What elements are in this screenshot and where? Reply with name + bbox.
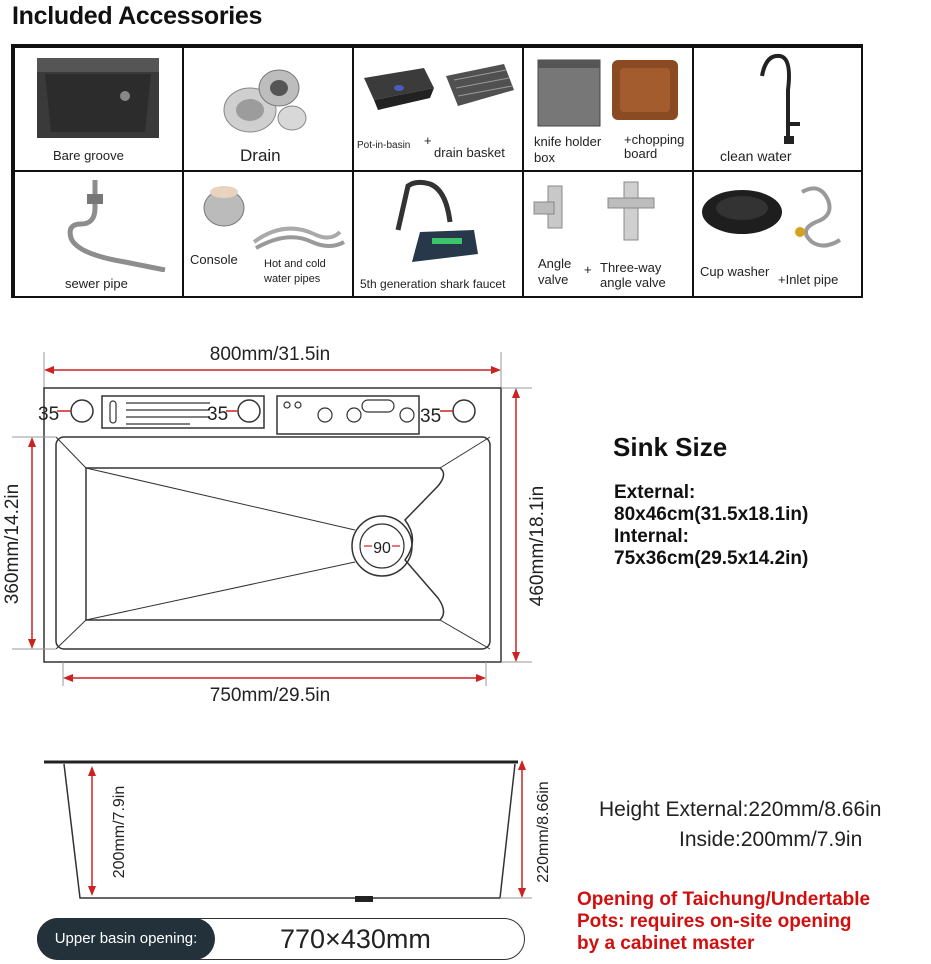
accessory-label: clean water — [720, 148, 792, 164]
knife-holder-board-icon — [524, 48, 692, 133]
note-line: Pots: requires on-site opening — [577, 911, 852, 932]
accessory-label: Console — [190, 252, 238, 267]
side-view-diagram — [0, 752, 580, 912]
accessory-bare-groove — [13, 46, 184, 172]
depth-outer-label: 220mm/8.66in — [535, 781, 552, 883]
offset-label: 35 — [207, 404, 229, 425]
sink-outer-outline — [44, 388, 501, 662]
offset-label: 35 — [420, 406, 442, 427]
opening-value: 770×430mm — [280, 924, 431, 954]
opening-label: Upper basin opening: — [37, 918, 215, 960]
accessory-label: Pot-in-basin — [357, 140, 411, 151]
accessory-label: valve — [538, 272, 569, 287]
accessory-label: +chopping — [624, 132, 685, 147]
accessory-label: Bare groove — [53, 148, 124, 163]
sink-size-title: Sink Size — [613, 432, 728, 462]
drain-size-label: 90 — [373, 540, 391, 557]
accessory-label: Cup washer — [700, 264, 770, 279]
height-inner-label: 360mm/14.2in — [2, 483, 23, 605]
accessory-sewer-pipe — [13, 170, 184, 298]
external-value: 80x46cm(31.5x18.1in) — [614, 504, 809, 525]
accessory-pot-in-basin — [352, 46, 524, 172]
accessory-label: Drain — [240, 146, 281, 165]
external-label: External: — [614, 482, 696, 503]
basin-profile — [64, 764, 515, 898]
top-view-diagram — [0, 340, 560, 710]
accessory-label: sewer pipe — [65, 276, 128, 291]
accessory-angle-valve — [522, 170, 694, 298]
height-outer-label: 460mm/18.1in — [527, 485, 548, 607]
accessory-label: angle valve — [600, 275, 666, 290]
accessory-knife-holder — [522, 46, 694, 172]
sink-basin-icon — [15, 48, 182, 158]
accessory-label: board — [624, 146, 658, 161]
accessory-label: +Inlet pipe — [778, 272, 839, 287]
knife-slot-panel — [102, 396, 264, 428]
accessory-label: water pipes — [264, 273, 321, 285]
accessory-label: drain basket — [434, 145, 505, 160]
basin-and-basket-icon — [354, 48, 522, 133]
accessory-label: Angle — [538, 256, 572, 271]
accessory-label: 5th generation shark faucet — [360, 277, 506, 291]
accessory-clean-water — [692, 46, 863, 172]
note-line: Opening of Taichung/Undertable — [577, 889, 871, 910]
accessory-cup-washer — [692, 170, 863, 298]
internal-label: Internal: — [614, 526, 689, 547]
depth-inner-label: 200mm/7.9in — [111, 785, 128, 879]
offset-label: 35 — [38, 404, 60, 425]
console-and-hoses-icon — [184, 172, 352, 262]
height-external-text: Height External:220mm/8.66in — [599, 798, 882, 821]
accessory-label: knife holder — [534, 134, 602, 149]
drain-icon — [184, 48, 352, 148]
accessory-label: box — [534, 150, 555, 165]
water-faucet-icon — [694, 48, 861, 148]
accessory-console — [182, 170, 354, 298]
plus-label: + — [424, 133, 432, 148]
installation-note — [577, 889, 870, 955]
width-inner-label: 750mm/29.5in — [209, 685, 331, 706]
width-outer-label: 800mm/31.5in — [209, 344, 331, 365]
angle-valves-icon — [524, 172, 692, 262]
accessories-grid — [11, 44, 863, 298]
basin-outline — [56, 437, 490, 649]
plus-label: + — [584, 262, 592, 277]
accessory-label: Hot and cold — [264, 258, 326, 270]
internal-value: 75x36cm(29.5x14.2in) — [614, 548, 809, 569]
accessory-shark-faucet — [352, 170, 524, 298]
height-inside-text: Inside:200mm/7.9in — [679, 828, 863, 851]
cup-washer-inlet-pipe-icon — [694, 172, 861, 262]
shark-faucet-icon — [354, 172, 522, 272]
sewer-pipe-icon — [15, 172, 182, 272]
accessory-drain — [182, 46, 354, 172]
note-line: by a cabinet master — [577, 933, 755, 954]
accessory-label: Three-way — [600, 260, 662, 275]
page-title: Included Accessories — [12, 2, 263, 30]
